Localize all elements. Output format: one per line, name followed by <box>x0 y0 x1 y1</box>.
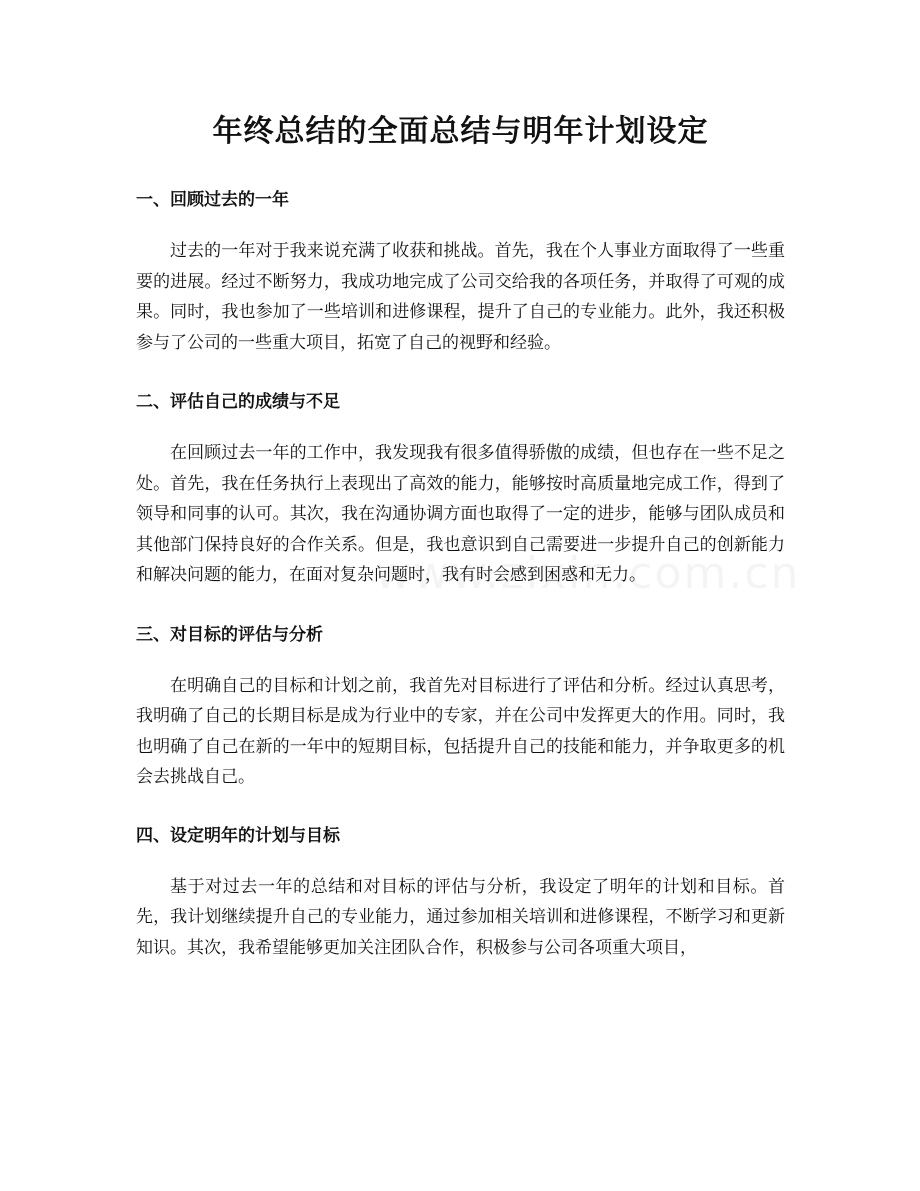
section-paragraph: 过去的一年对于我来说充满了收获和挑战。首先，我在个人事业方面取得了一些重要的进展。经过不断努力，我成功地完成了公司交给我的各项任务，并取得了可观的成果。同时，我也参加了一些培训和进修课程，提升了自己的专业能力。此外，我还积极参与了公司的一些重大项目，拓宽了自己的视野和经验。 <box>136 241 785 353</box>
section-assess-achievements <box>136 390 785 591</box>
section-paragraph: 基于对过去一年的总结和对目标的评估与分析，我设定了明年的计划和目标。首先，我计划继续提升自己的专业能力，通过参加相关培训和进修课程，不断学习和更新知识。其次，我希望能够更加关注团队合作，积极参与公司各项重大项目， <box>136 876 785 958</box>
section-heading: 二、评估自己的成绩与不足 <box>136 392 340 412</box>
section-heading: 一、回顾过去的一年 <box>136 190 289 210</box>
section-heading: 三、对目标的评估与分析 <box>136 624 323 645</box>
section-next-year-plan <box>136 824 785 964</box>
document-title: 年终总结的全面总结与明年计划设定 <box>212 114 709 149</box>
section-review-past-year <box>136 188 785 358</box>
section-paragraph: 在明确自己的目标和计划之前，我首先对目标进行了评估和分析。经过认真思考，我明确了自己的长期目标是成为行业中的专家，并在公司中发挥更大的作用。同时，我也明确了自己在新的一年中的短期目标，包括提升自己的技能和能力，并争取更多的机会去挑战自己。 <box>136 675 785 787</box>
section-goal-analysis <box>136 623 785 793</box>
section-heading: 四、设定明年的计划与目标 <box>136 825 340 846</box>
section-paragraph: 在回顾过去一年的工作中，我发现我有很多值得骄傲的成绩，但也存在一些不足之处。首先，我在任务执行上表现出了高效的能力，能够按时高质量地完成工作，得到了领导和同事的认可。其次，我在沟通协调方面也取得了一定的进步，能够与团队成员和其他部门保持良好的合作关系。但是，我也意识到自己需要进一步提升自己的创新能力和解决问题的能力，在面对复杂问题时，我有时会感到困惑和无力。 <box>136 443 785 585</box>
